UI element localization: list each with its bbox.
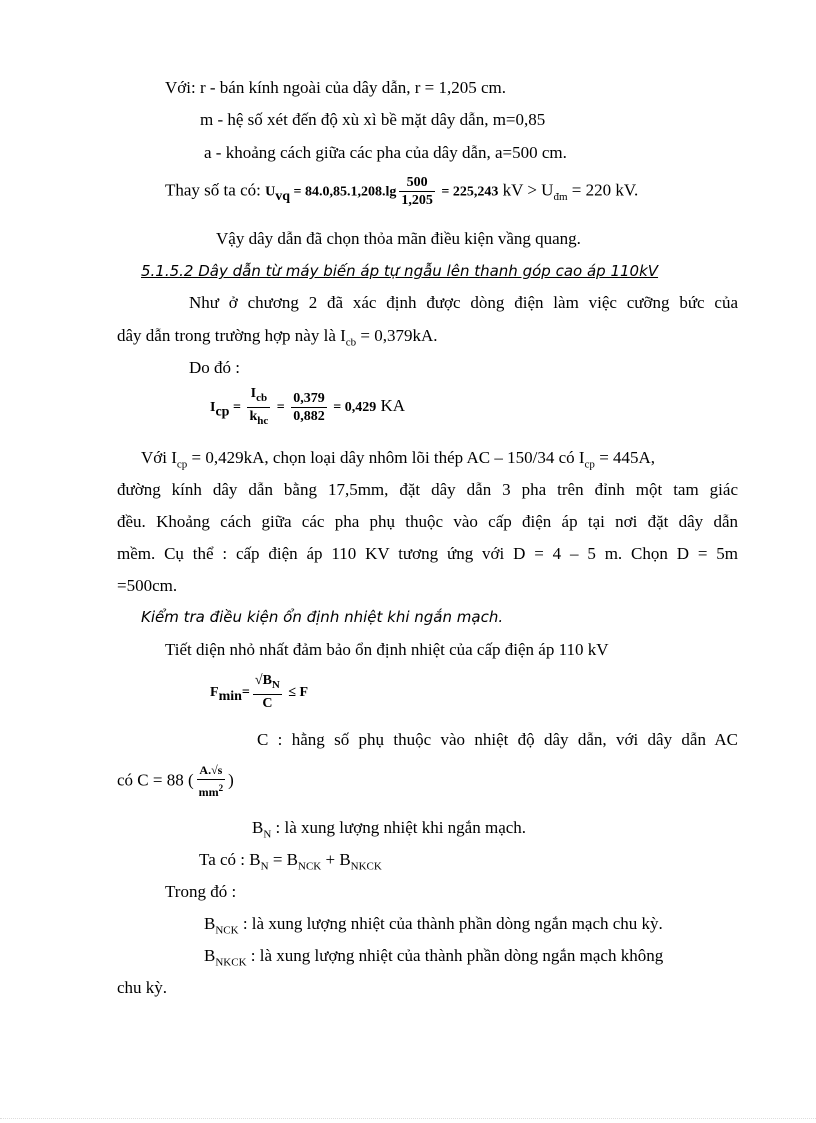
bn-sum-equation: Ta có : $B_N = B_{NCK} + B_{NKCK}$ <box>199 850 382 873</box>
paragraph-line: Tiết diện nhỏ nhất đảm bảo ổn định nhiệt của cấp điện áp 110 kV <box>165 640 609 659</box>
page-bottom-rule <box>0 1118 816 1119</box>
fraction: $\frac{0,379}{0,882}$ <box>293 390 325 424</box>
paragraph-line: mềm. Cụ thể : cấp điện áp 110 KV tương ứng với D = 4 – 5 m. Chọn D = 5m <box>117 544 738 563</box>
section-heading: 5.1.5.2 Dây dẫn từ máy biến áp tự ngẫu lên thanh góp cao áp 110kV <box>141 262 659 280</box>
paragraph-line: đều. Khoảng cách giữa các pha phụ thuộc vào cấp điện áp tại nơi đặt dây dẫn <box>117 512 738 531</box>
fmin-equation: $F_{min}=$ $\frac{√B_N}{C}$ ≤ F <box>210 673 309 711</box>
trong-do-label: Trong đó : <box>165 882 237 901</box>
paragraph-line: C : hằng số phụ thuộc vào nhiệt độ dây dẫn, với dây dẫn AC <box>257 730 738 749</box>
paragraph-line: Như ở chương 2 đã xác định được dòng điện làm việc cưỡng bức của <box>189 293 738 312</box>
fraction: $\frac{I_{cb}}{k_{hc}}$ <box>249 386 269 427</box>
bn-definition: $B_N$ : là xung lượng nhiệt khi ngắn mạch. <box>252 818 527 841</box>
paragraph-line: Với $I_{cp} = 0,429kA$, chọn loại dây nhôm lõi thép AC – 150/34 có $I_{cp} = 445A$, <box>141 448 656 471</box>
subheading: Kiểm tra điều kiện ổn định nhiệt khi ngắn mạch. <box>141 608 504 626</box>
fraction: $\frac{A.√s}{mm^2}$ <box>198 763 224 799</box>
radius-line: Với: r - bán kính ngoài của dây dẫn, r = 1,205 cm. <box>165 78 507 97</box>
substitution-equation: Thay số ta có: $U_{vq} = 84.0,85.1,208.\lg$ $\frac{500}{1,205}$ = 225,243 kV > $U_{đm} = 220$ kV. <box>165 175 639 208</box>
c-constant-line: có C = 88 ( $\frac{A.√s}{mm^2}$ ) <box>117 763 234 799</box>
fraction: $\frac{500}{1,205}$ <box>401 175 433 208</box>
paragraph-line: chu kỳ. <box>117 978 168 997</box>
icp-equation: $I_{cp}$ = $\frac{I_{cb}}{k_{hc}}$ = $\frac{0,379}{0,882}$ = 0,429 KA <box>210 385 405 430</box>
bnck-definition: $B_{NCK}$ : là xung lượng nhiệt của thành phần dòng ngắn mạch chu kỳ. <box>204 914 663 937</box>
paragraph-line: đường kính dây dẫn bằng 17,5mm, đặt dây dẫn 3 pha trên đỉnh một tam giác <box>117 480 738 499</box>
roughness-line: m - hệ số xét đến độ xù xì bề mặt dây dẫn, m=0,85 <box>200 110 546 129</box>
bnkck-definition: $B_{NKCK}$ : là xung lượng nhiệt của thành phần dòng ngắn mạch không <box>204 946 664 969</box>
conclusion-line: Vậy dây dẫn đã chọn thỏa mãn điều kiện vầng quang. <box>216 229 581 248</box>
fraction: $\frac{√B_N}{C}$ <box>254 673 280 711</box>
do-do-label: Do đó : <box>189 358 240 377</box>
phase-distance-line: a - khoảng cách giữa các pha của dây dẫn, a=500 cm. <box>204 143 567 162</box>
paragraph-line: dây dẫn trong trường hợp này là $I_{cb} = 0,379kA$. <box>117 326 438 349</box>
paragraph-line: =500cm. <box>117 576 178 595</box>
